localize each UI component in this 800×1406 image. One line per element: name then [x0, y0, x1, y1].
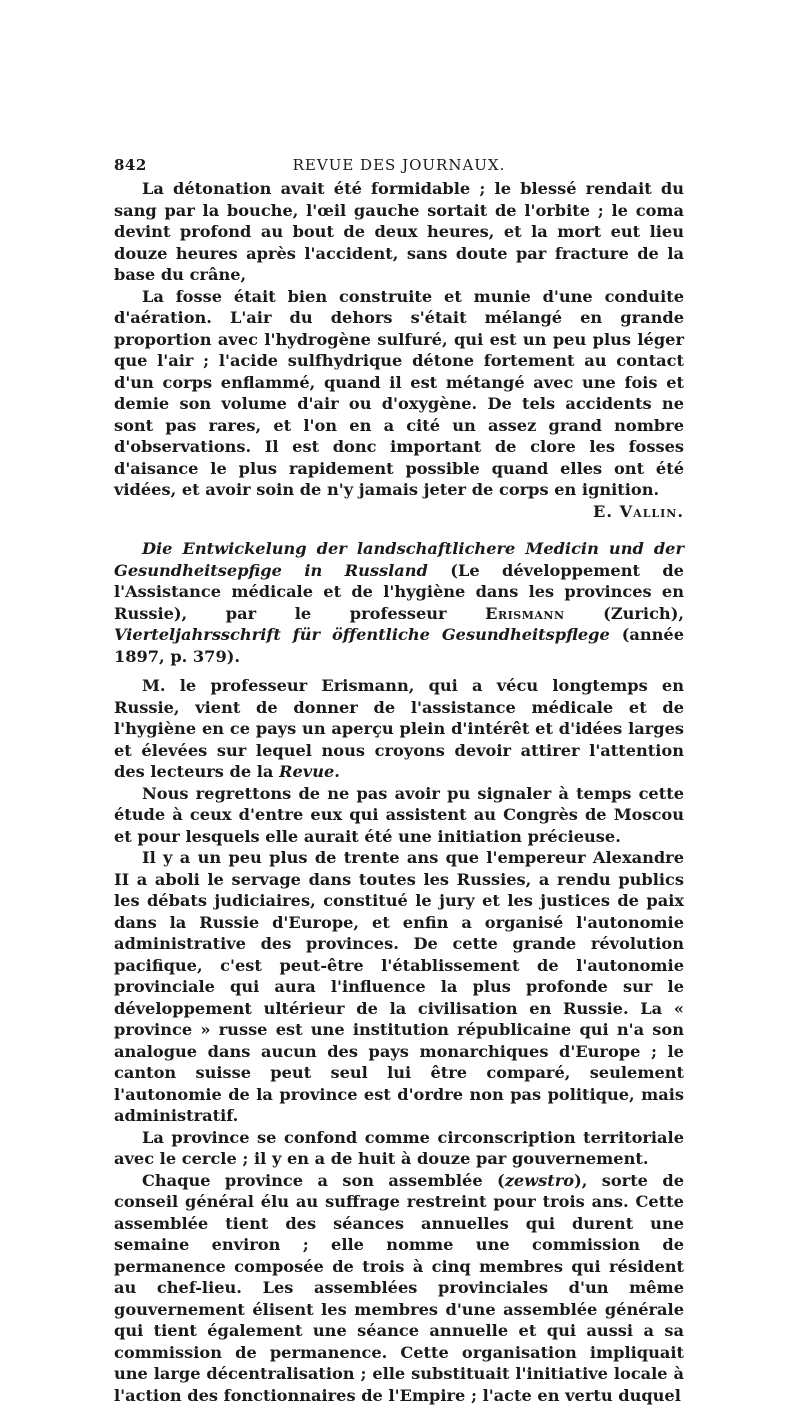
running-head — [114, 150, 684, 178]
paragraph-fosse — [114, 286, 684, 501]
reference-location: (Zurich), — [565, 604, 684, 623]
section-gap — [114, 522, 684, 538]
document-page — [114, 150, 684, 1406]
bibliographic-reference — [114, 538, 684, 667]
reference-title-german: Die Entwickelung der landschaftlichere Medicin und der Gesundheitsepfige in Russland — [114, 539, 684, 580]
paragraph-assemblee-text: Chaque province a son assemblée ( — [142, 1171, 505, 1190]
paragraph-fosse-text: La fosse était bien construite et munie d'une conduite d'aération. L'air du dehors s'était mélangé en grande proportion avec l'hydrogène sulfuré, qui est un peu plus léger que l'air ; l'acide sulfhydrique détone fortement au contact d'un corps enflammé, quand il est métangé avec une fois et demie son volume d'air ou d'oxygène. De tels accidents ne sont pas rares, et l'on en a cité un assez grand nombre d'observations. Il est donc important de clore les fosses d'aisance le plus rapidement possible quand elles ont été vidées, et avoir soin de n'y jamais jeter de corps en ignition. — [114, 287, 684, 500]
paragraph-regrettons: Nous regrettons de ne pas avoir pu signaler à temps cette étude à ceux d'entre eux qui assistent au Congrès de Moscou et pour lesquels elle aurait été une initiation précieuse. — [114, 783, 684, 848]
paragraph-alexandre: Il y a un peu plus de trente ans que l'empereur Alexandre II a aboli le servage dans toutes les Russies, a rendu publics les débats judiciaires, constitué le jury et les justices de paix dans la Russie d'Europe, et enfin a organisé l'autonomie administrative des provinces. De cette grande révolution pacifique, c'est peut-être l'établissement de l'autonomie provinciale qui aura l'influence la plus profonde sur le développement ultérieur de la civilisation en Russie. La « province » russe est une institution républicaine qui n'a son analogue dans aucun des pays monarchiques d'Europe ; le canton suisse peut seul lui être comparé, seulement l'autonomie de la province est d'ordre non pas politique, mais administratif. — [114, 847, 684, 1127]
paragraph-assemblee-rest: ), sorte de conseil général élu au suffrage restreint pour trois ans. Cette assemblée tient des séances annuelles qui durent une semaine environ ; elle nomme une commission de permanence composée de trois à cinq membres qui résident au chef-lieu. Les assemblées provinciales d'un même gouvernement élisent les membres d'une assemblée générale qui tient également une séance annuelle et qui aussi a sa commission de permanence. Cette organisation impliquait une large décentralisation ; elle substituait l'initiative locale à l'action des fonctionnaires de l'Empire ; l'acte en vertu duquel — [114, 1171, 684, 1405]
journal-title: REVUE DES JOURNAUX. — [114, 156, 684, 174]
revue-italic: Revue — [279, 762, 334, 781]
reference-author: Erismann — [485, 604, 564, 623]
paragraph-erismann — [114, 675, 684, 783]
zewstro-italic: zewstro — [505, 1171, 574, 1190]
paragraph-erismann-end: . — [334, 762, 340, 781]
paragraph-assemblee — [114, 1170, 684, 1406]
paragraph-province-cercle: La province se confond comme circonscription territoriale avec le cercle ; il y en a de huit à douze par gouvernement. — [114, 1127, 684, 1170]
reference-journal: Vierteljahrsschrift für öffentliche Gesundheitspflege — [114, 625, 610, 644]
paragraph-erismann-text: M. le professeur Erismann, qui a vécu longtemps en Russie, vient de donner de l'assistance médicale et de l'hygiène en ce pays un aperçu plein d'intérêt et d'idées larges et élevées sur lequel nous croyons devoir attirer l'attention des lecteurs de la — [114, 676, 684, 781]
page-number: 842 — [114, 156, 147, 174]
paragraph-detonation: La détonation avait été formidable ; le blessé rendait du sang par la bouche, l'œil gauche sortait de l'orbite ; le coma devint profond au bout de deux heures, et la mort eut lieu douze heures après l'accident, sans doute par fracture de la base du crâne, — [114, 178, 684, 286]
section-gap-small — [114, 667, 684, 675]
reference-year-page: (année 1897, p. 379). — [114, 625, 684, 666]
reference-title-french: (Le développement de l'Assistance médicale et de l'hygiène dans les provinces en Russie), par le professeur — [114, 561, 684, 623]
author-signature: E. Vallin. — [565, 501, 684, 523]
